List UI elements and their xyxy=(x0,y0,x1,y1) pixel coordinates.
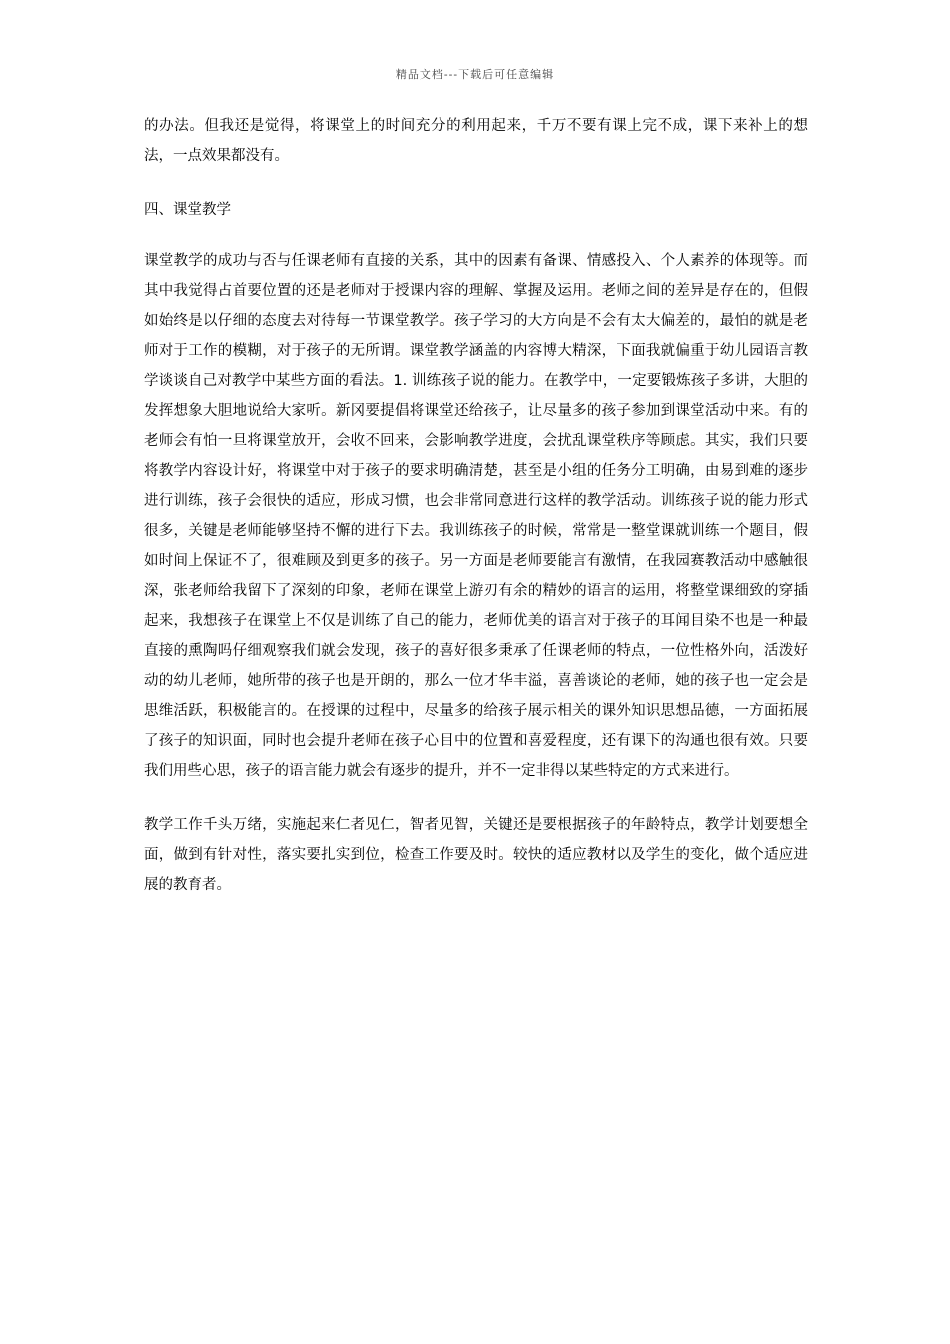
page-header: 精品文档---下载后可任意编辑 xyxy=(395,68,555,81)
document-body xyxy=(144,111,808,924)
section-heading: 四、课堂教学 xyxy=(144,202,231,218)
paragraph-continuation: 的办法。但我还是觉得，将课堂上的时间充分的利用起来，千万不要有课上完不成，课下来补上的想法，一点效果都没有。 xyxy=(144,118,808,164)
paragraph-conclusion: 教学工作千头万绪，实施起来仁者见仁，智者见智，关键还是要根据孩子的年龄特点，教学计划要想全面，做到有针对性，落实要扎实到位，检查工作要及时。较快的适应教材以及学生的变化，做个适应进展的教育者。 xyxy=(144,817,808,893)
paragraph-classroom-teaching: 课堂教学的成功与否与任课老师有直接的关系，其中的因素有备课、情感投入、个人素养的体现等。而其中我觉得占首要位置的还是老师对于授课内容的理解、掌握及运用。老师之间的差异是存在的，但假如始终是以仔细的态度去对待每一节课堂教学。孩子学习的大方向是不会有太大偏差的，最怕的就是老师对于工作的模糊，对于孩子的无所谓。课堂教学涵盖的内容博大精深，下面我就偏重于幼儿园语言教学谈谈自己对教学中某些方面的看法。1. 训练孩子说的能力。在教学中，一定要锻炼孩子多讲，大胆的发挥想象大胆地说给大家听。新冈要提倡将课堂还给孩子，让尽量多的孩子参加到课堂活动中来。有的老师会有怕一旦将课堂放开，会收不回来，会影响教学进度，会扰乱课堂秩序等顾虑。其实，我们只要将教学内容设计好，将课堂中对于孩子的要求明确清楚，甚至是小组的任务分工明确，由易到难的逐步进行训练，孩子会很快的适应，形成习惯，也会非常同意进行这样的教学活动。训练孩子说的能力形式很多，关键是老师能够坚持不懈的进行下去。我训练孩子的时候，常常是一整堂课就训练一个题目，假如时间上保证不了，很难顾及到更多的孩子。另一方面是老师要能言有激情，在我园赛教活动中感触很深，张老师给我留下了深刻的印象，老师在课堂上游刃有余的精妙的语言的运用，将整堂课细致的穿插起来，我想孩子在课堂上不仅是训练了自己的能力，老师优美的语言对于孩子的耳闻目染不也是一种最直接的熏陶吗仔细观察我们就会发现，孩子的喜好很多秉承了任课老师的特点，一位性格外向，活泼好动的幼儿老师，她所带的孩子也是开朗的，那么一位才华丰溢，喜善谈论的老师，她的孩子也一定会是思维活跃，积极能言的。在授课的过程中，尽量多的给孩子展示相关的课外知识思想品德，一方面拓展了孩子的知识面，同时也会提升老师在孩子心目中的位置和喜爱程度，还有课下的沟通也很有效。只要我们用些心思，孩子的语言能力就会有逐步的提升，并不一定非得以某些特定的方式来进行。 xyxy=(144,253,808,779)
